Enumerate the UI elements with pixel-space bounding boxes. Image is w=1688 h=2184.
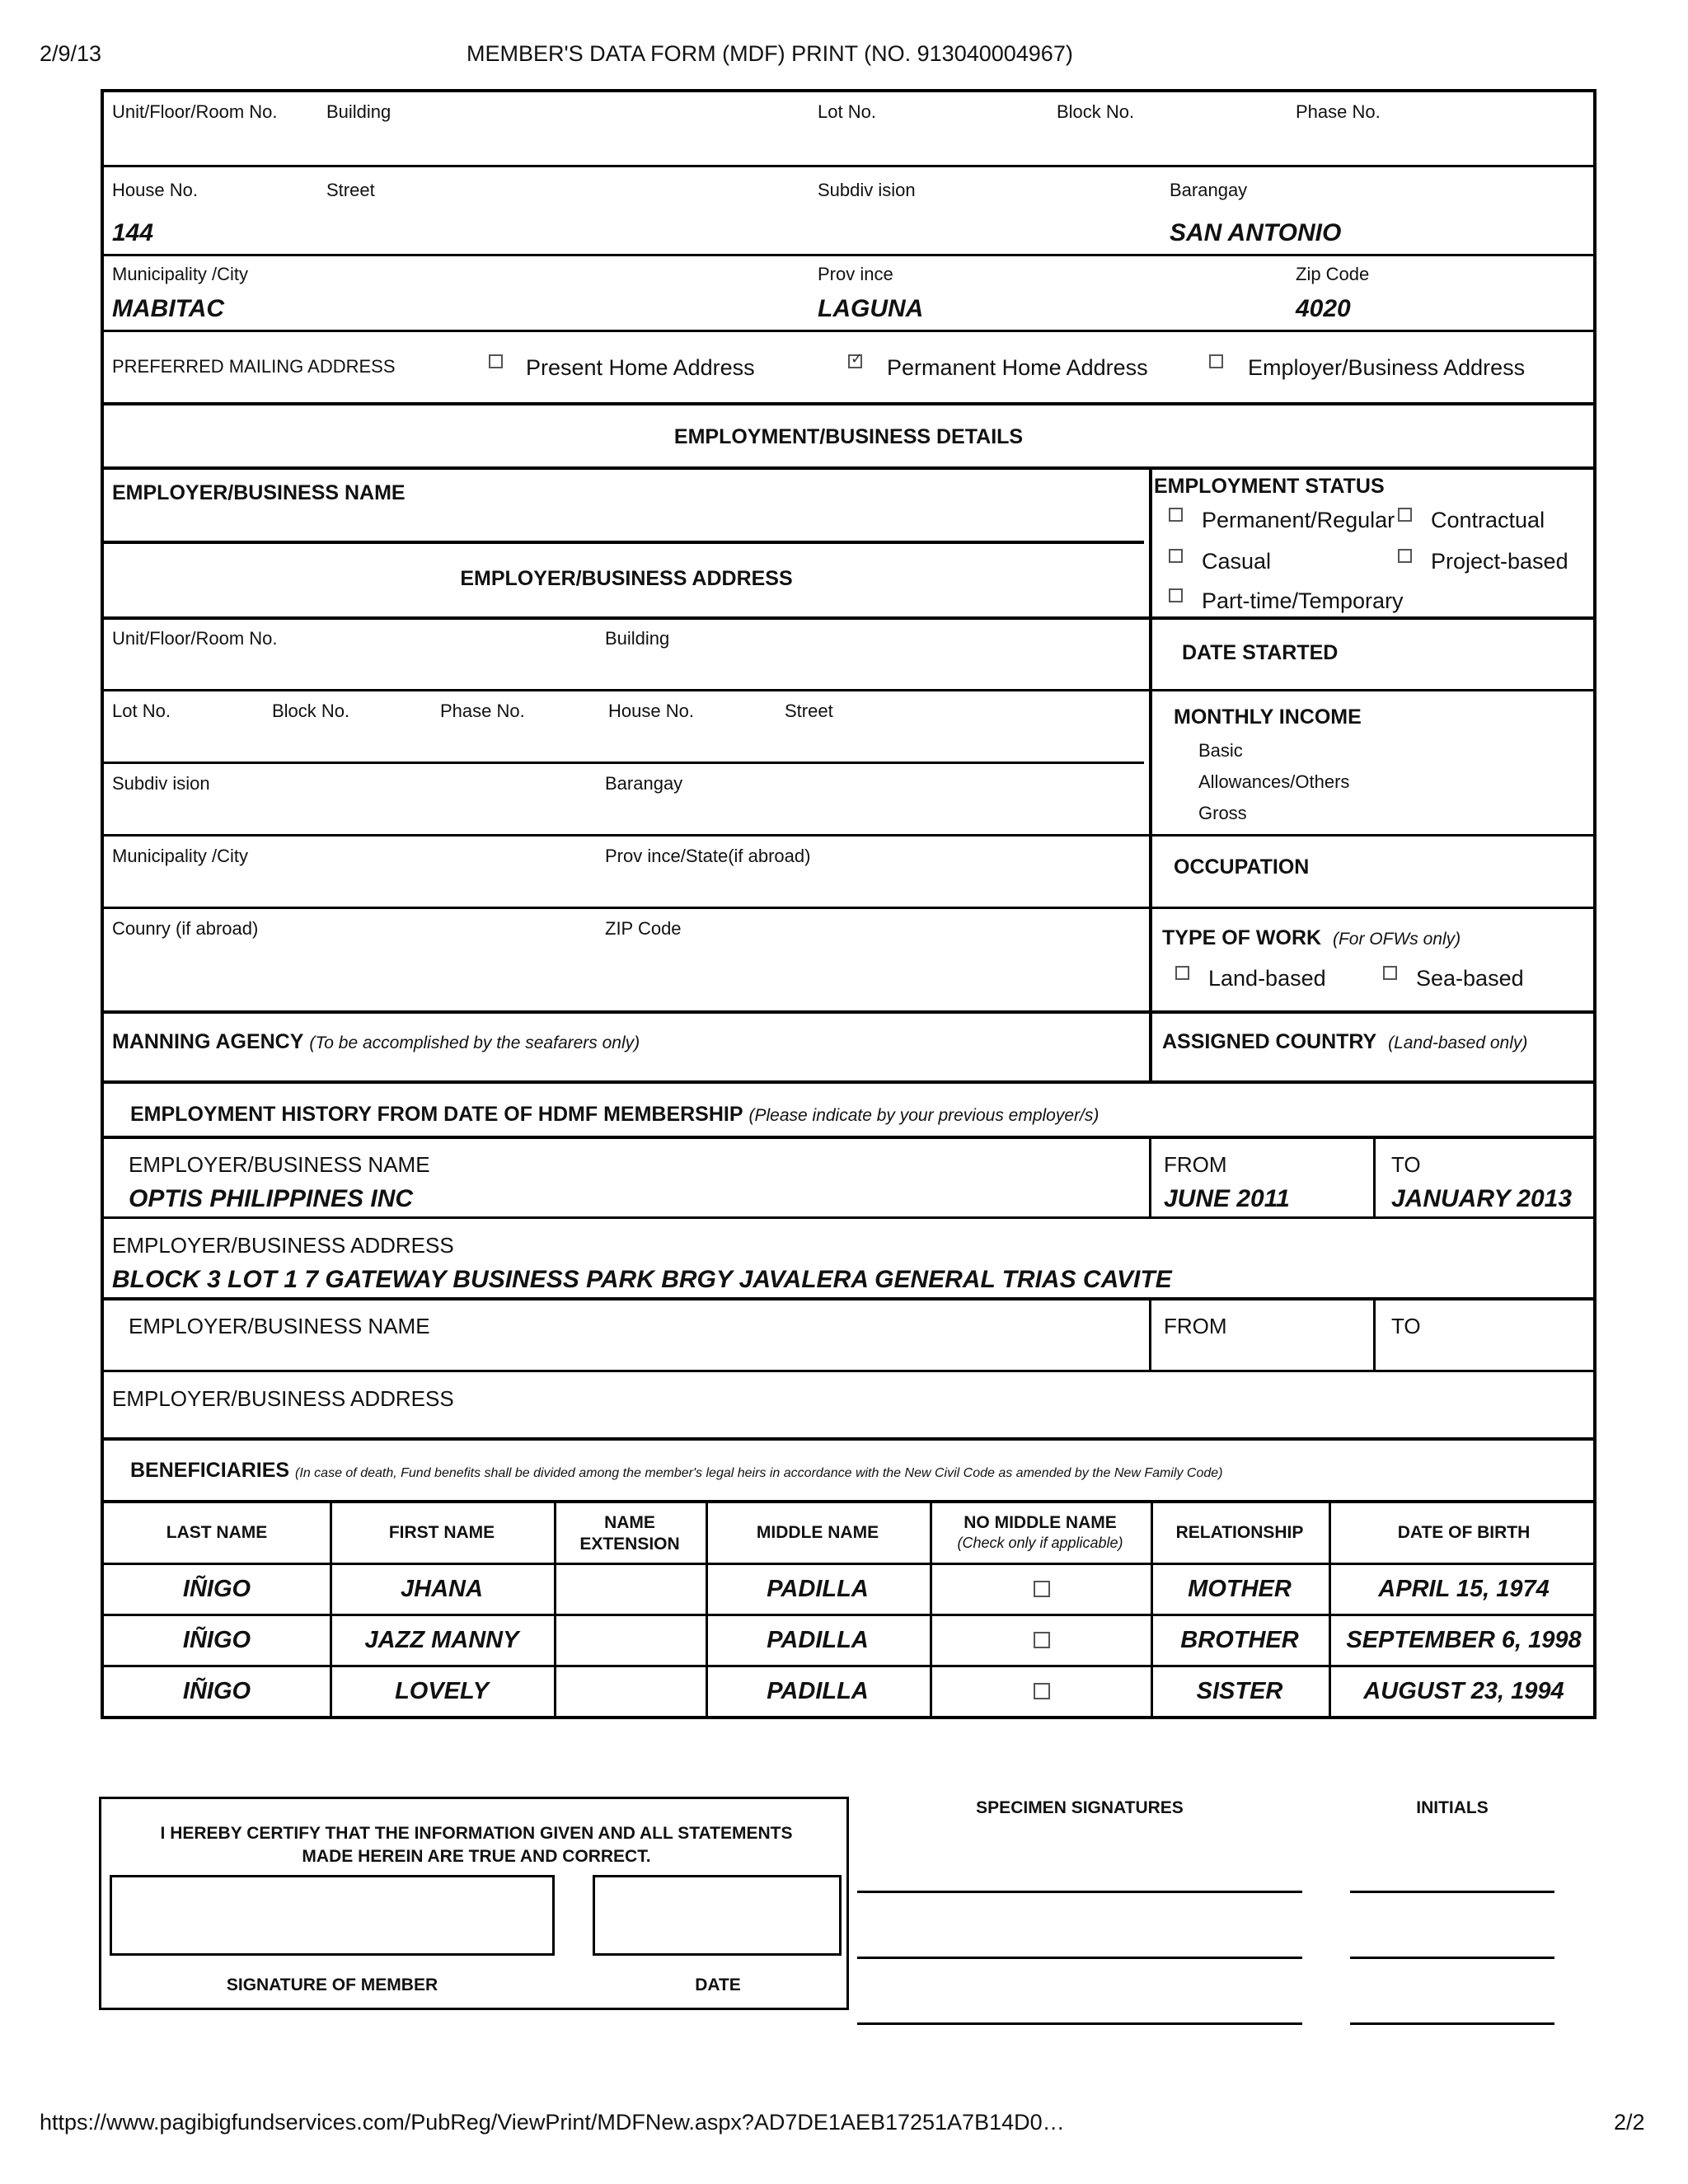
- ben2-middle: PADILLA: [767, 1627, 869, 1653]
- history-from-value-1: JUNE 2011: [1164, 1185, 1290, 1212]
- casual-label: Casual: [1202, 549, 1272, 574]
- cert-line-1: I HEREBY CERTIFY THAT THE INFORMATION GIVEN AND ALL STATEMENTS: [160, 1824, 793, 1843]
- permanent-regular-checkbox[interactable]: [1169, 508, 1183, 522]
- province-label: Prov ince: [818, 264, 893, 284]
- ben3-last: IÑIGO: [182, 1678, 251, 1704]
- page-title: MEMBER'S DATA FORM (MDF) PRINT (NO. 913040004967): [467, 41, 1073, 66]
- land-based-label: Land-based: [1208, 966, 1326, 991]
- ben3-no-middle-checkbox[interactable]: [1034, 1683, 1050, 1699]
- check-mark-icon: ✓: [851, 350, 864, 367]
- emp-house-label: House No.: [608, 701, 694, 721]
- emp-block-label: Block No.: [272, 701, 350, 721]
- ben1-relationship: MOTHER: [1188, 1576, 1292, 1602]
- mailing-label: PREFERRED MAILING ADDRESS: [112, 356, 396, 377]
- col-date-of-birth: DATE OF BIRTH: [1397, 1523, 1531, 1542]
- ben1-no-middle-checkbox[interactable]: [1034, 1581, 1050, 1597]
- specimen-signature-line-2[interactable]: [857, 1957, 1302, 1959]
- history-to-value-1: JANUARY 2013: [1391, 1185, 1573, 1212]
- employer-address-label: Employer/Business Address: [1248, 355, 1526, 380]
- allowances-label: Allowances/Others: [1198, 771, 1350, 792]
- ben1-middle: PADILLA: [767, 1576, 869, 1602]
- col-no-middle-note: (Check only if applicable): [957, 1535, 1123, 1551]
- emp-unit-label: Unit/Floor/Room No.: [112, 628, 278, 649]
- ben2-first: JAZZ MANNY: [364, 1627, 519, 1653]
- ben2-last: IÑIGO: [182, 1627, 251, 1653]
- emp-building-label: Building: [605, 628, 670, 649]
- unit-label: Unit/Floor/Room No.: [112, 101, 278, 122]
- col-middle-name: MIDDLE NAME: [756, 1523, 879, 1542]
- manning-agency-note: (To be accomplished by the seafarers only): [309, 1033, 640, 1052]
- history-to-label-1: TO: [1391, 1152, 1421, 1177]
- zip-value: 4020: [1296, 295, 1351, 322]
- subdivision-label: Subdiv ision: [818, 180, 916, 200]
- municipality-value: MABITAC: [112, 295, 225, 322]
- house-label: House No.: [112, 180, 198, 200]
- house-value: 144: [112, 219, 154, 246]
- employment-status-label: EMPLOYMENT STATUS: [1154, 475, 1385, 498]
- phase-label: Phase No.: [1296, 101, 1381, 122]
- emp-barangay-label: Barangay: [605, 773, 683, 794]
- ben1-dob: APRIL 15, 1974: [1378, 1576, 1550, 1602]
- basic-label: Basic: [1198, 740, 1243, 761]
- col-name-ext-line2: EXTENSION: [579, 1535, 680, 1554]
- building-label: Building: [326, 101, 392, 122]
- type-of-work-note: (For OFWs only): [1332, 930, 1461, 949]
- ben1-last: IÑIGO: [182, 1576, 251, 1602]
- ben2-dob: SEPTEMBER 6, 1998: [1346, 1627, 1582, 1653]
- ben3-relationship: SISTER: [1196, 1678, 1283, 1704]
- sea-based-checkbox[interactable]: [1383, 966, 1397, 980]
- permanent-regular-label: Permanent/Regular: [1202, 508, 1395, 532]
- emp-street-label: Street: [785, 701, 833, 721]
- certification-box: [99, 1797, 849, 2010]
- history-address-label-2: EMPLOYER/BUSINESS ADDRESS: [112, 1386, 454, 1411]
- col-first-name: FIRST NAME: [388, 1523, 495, 1542]
- beneficiaries-title: [130, 1459, 1222, 1483]
- zip-label: Zip Code: [1296, 264, 1370, 284]
- lot-label: Lot No.: [818, 101, 876, 122]
- emp-country-label: Counry (if abroad): [112, 918, 259, 939]
- project-based-checkbox[interactable]: [1398, 549, 1412, 563]
- member-data-form: [101, 89, 1597, 1719]
- emp-subdivision-label: Subdiv ision: [112, 773, 210, 794]
- barangay-value: SAN ANTONIO: [1170, 219, 1342, 246]
- cert-line-2: MADE HEREIN ARE TRUE AND CORRECT.: [302, 1847, 651, 1866]
- specimen-signature-line-3[interactable]: [857, 2022, 1302, 2025]
- present-home-label: Present Home Address: [526, 355, 755, 380]
- initials-line-2[interactable]: [1350, 1957, 1554, 1959]
- assigned-country-note: (Land-based only): [1388, 1033, 1528, 1052]
- ben3-dob: AUGUST 23, 1994: [1363, 1678, 1564, 1704]
- part-time-label: Part-time/Temporary: [1202, 588, 1404, 613]
- project-based-label: Project-based: [1431, 549, 1568, 574]
- page-number: 2/2: [1614, 2110, 1645, 2135]
- beneficiaries-note: (In case of death, Fund benefits shall be divided among the member's legal heirs in accordance with the New Civil Code as amended by the New Family Code): [295, 1466, 1223, 1480]
- signature-label: SIGNATURE OF MEMBER: [226, 1975, 438, 1994]
- type-of-work-text: TYPE OF WORK: [1162, 926, 1322, 949]
- employer-name-label: EMPLOYER/BUSINESS NAME: [112, 481, 406, 504]
- emp-zip-label: ZIP Code: [605, 918, 682, 939]
- date-label: DATE: [695, 1975, 741, 1994]
- present-home-checkbox[interactable]: [489, 354, 503, 368]
- col-name-ext-line1: NAME: [604, 1513, 655, 1532]
- history-note: (Please indicate by your previous employer/s): [748, 1106, 1100, 1125]
- casual-checkbox[interactable]: [1169, 549, 1183, 563]
- history-to-label-2: TO: [1391, 1314, 1421, 1338]
- part-time-checkbox[interactable]: [1169, 588, 1183, 602]
- print-date: 2/9/13: [40, 41, 102, 66]
- assigned-country-text: ASSIGNED COUNTRY: [1162, 1030, 1377, 1053]
- occupation-label: OCCUPATION: [1174, 855, 1310, 879]
- employer-address-checkbox[interactable]: [1209, 354, 1223, 368]
- contractual-checkbox[interactable]: [1398, 508, 1412, 522]
- initials-label: INITIALS: [1416, 1798, 1489, 1817]
- manning-agency-label: [112, 1030, 640, 1054]
- date-started-label: DATE STARTED: [1182, 641, 1339, 664]
- manning-agency-text: MANNING AGENCY: [112, 1030, 304, 1053]
- history-title: [130, 1103, 1099, 1127]
- ben2-relationship: BROTHER: [1180, 1627, 1299, 1653]
- initials-line-3[interactable]: [1350, 2022, 1554, 2025]
- type-of-work-label: [1162, 926, 1461, 950]
- employment-section-title: EMPLOYMENT/BUSINESS DETAILS: [673, 425, 1024, 448]
- emp-phase-label: Phase No.: [440, 701, 525, 721]
- monthly-income-label: MONTHLY INCOME: [1174, 705, 1362, 729]
- date-box[interactable]: [593, 1875, 842, 1956]
- emp-province-label: Prov ince/State(if abroad): [605, 846, 811, 866]
- history-address-label-1: EMPLOYER/BUSINESS ADDRESS: [112, 1233, 454, 1258]
- initials-line-1[interactable]: [1350, 1891, 1554, 1893]
- page-url: https://www.pagibigfundservices.com/PubReg/ViewPrint/MDFNew.aspx?AD7DE1AEB17251A7B14D0…: [40, 2110, 1065, 2135]
- contractual-label: Contractual: [1431, 508, 1545, 532]
- municipality-label: Municipality /City: [112, 264, 249, 284]
- block-label: Block No.: [1057, 101, 1135, 122]
- history-title-text: EMPLOYMENT HISTORY FROM DATE OF HDMF MEMBERSHIP: [130, 1103, 743, 1126]
- history-name-label-1: EMPLOYER/BUSINESS NAME: [129, 1152, 430, 1177]
- province-value: LAGUNA: [818, 295, 924, 322]
- permanent-home-label: Permanent Home Address: [887, 355, 1148, 380]
- emp-lot-label: Lot No.: [112, 701, 171, 721]
- history-from-label-2: FROM: [1164, 1314, 1227, 1338]
- ben1-first: JHANA: [401, 1576, 483, 1602]
- beneficiaries-title-text: BENEFICIARIES: [130, 1459, 290, 1482]
- assigned-country-label: [1162, 1030, 1527, 1054]
- col-relationship: RELATIONSHIP: [1175, 1523, 1304, 1542]
- ben2-no-middle-checkbox[interactable]: [1034, 1632, 1050, 1648]
- ben3-first: LOVELY: [395, 1678, 489, 1704]
- history-name-label-2: EMPLOYER/BUSINESS NAME: [129, 1314, 430, 1338]
- history-from-label-1: FROM: [1164, 1152, 1227, 1177]
- specimen-signature-line-1[interactable]: [857, 1891, 1302, 1893]
- land-based-checkbox[interactable]: [1175, 966, 1189, 980]
- ben3-middle: PADILLA: [767, 1678, 869, 1704]
- specimen-signatures-label: SPECIMEN SIGNATURES: [976, 1798, 1184, 1817]
- emp-municipality-label: Municipality /City: [112, 846, 249, 866]
- barangay-label: Barangay: [1170, 180, 1248, 200]
- permanent-home-checkbox[interactable]: [848, 350, 864, 368]
- col-last-name: LAST NAME: [166, 1523, 268, 1542]
- sea-based-label: Sea-based: [1416, 966, 1524, 991]
- gross-label: Gross: [1198, 803, 1247, 823]
- col-no-middle-name: NO MIDDLE NAME: [964, 1513, 1117, 1532]
- street-label: Street: [326, 180, 375, 200]
- history-name-value-1: OPTIS PHILIPPINES INC: [129, 1185, 414, 1212]
- signature-box[interactable]: [110, 1875, 555, 1956]
- employer-address-title: EMPLOYER/BUSINESS ADDRESS: [460, 567, 793, 590]
- history-address-value-1: BLOCK 3 LOT 1 7 GATEWAY BUSINESS PARK BRGY JAVALERA GENERAL TRIAS CAVITE: [112, 1266, 1172, 1293]
